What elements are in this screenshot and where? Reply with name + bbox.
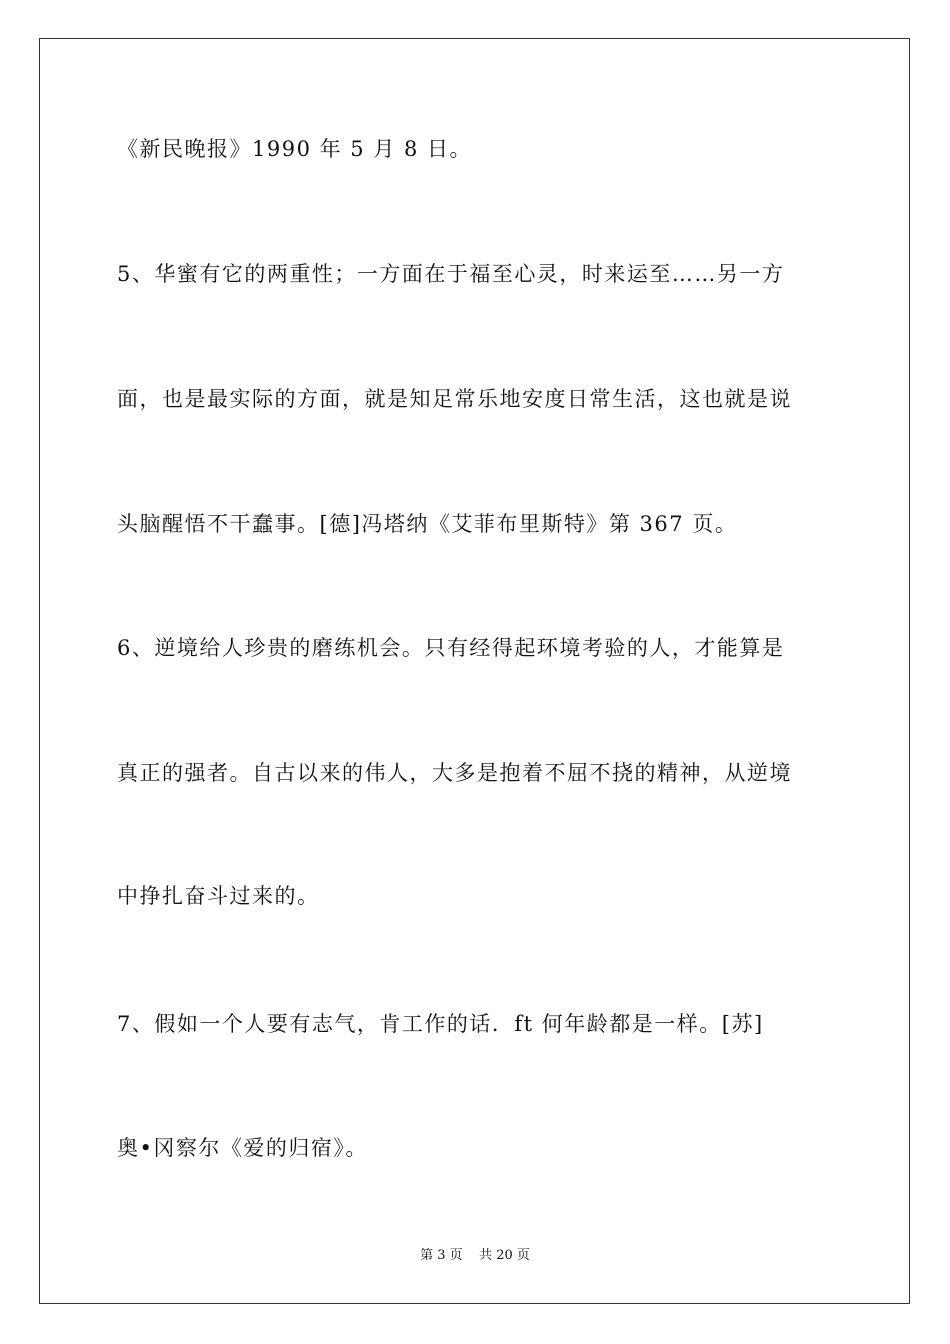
- text-line-8: 7、假如一个人要有志气，肯工作的话．ft 何年龄都是一样。[苏]: [117, 1012, 764, 1036]
- text-line-1: 《新民晚报》1990 年 5 月 8 日。: [117, 137, 473, 161]
- text-line-2: 5、华蜜有它的两重性；一方面在于福至心灵，时来运至……另一方: [117, 262, 785, 286]
- text-line-3: 面，也是最实际的方面，就是知足常乐地安度日常生活，这也就是说: [117, 387, 792, 411]
- text-line-7: 中挣扎奋斗过来的。: [117, 884, 320, 908]
- text-line-9: 奥•冈察尔《爱的归宿》。: [117, 1136, 368, 1160]
- text-line-5: 6、逆境给人珍贵的磨练机会。只有经得起环境考验的人，才能算是: [117, 636, 785, 660]
- page-border: [39, 38, 910, 1304]
- text-line-6: 真正的强者。自古以来的伟人，大多是抱着不屈不挠的精神，从逆境: [117, 761, 792, 785]
- text-line-4: 头脑醒悟不干蠢事。[德]冯塔纳《艾菲布里斯特》第 367 页。: [117, 512, 738, 536]
- page-indicator: 第 3 页 共 20 页: [420, 1248, 530, 1263]
